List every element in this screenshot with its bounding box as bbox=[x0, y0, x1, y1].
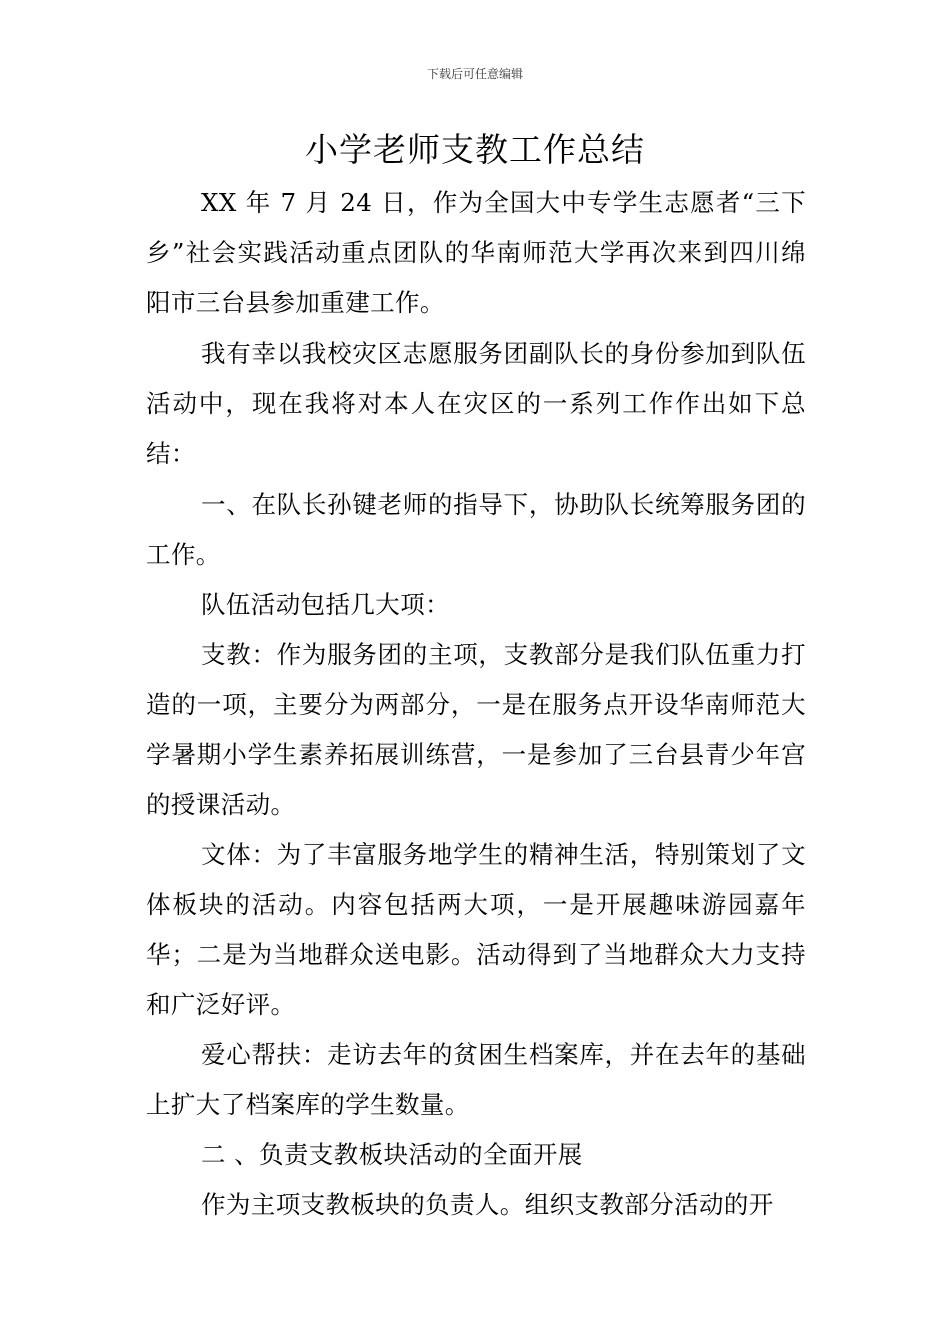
paragraph-culture-sports: 文体：为了丰富服务地学生的精神生活，特别策划了文体板块的活动。内容包括两大项，一是开展趣味游园嘉年华；二是为当地群众送电影。活动得到了当地群众大力支持和广泛好评。 bbox=[146, 840, 806, 1019]
paragraph-intro: XX 年 7 月 24 日，作为全国大中专学生志愿者“三下乡”社会实践活动重点团队的华南师范大学再次来到四川绵阳市三台县参加重建工作。 bbox=[146, 188, 806, 317]
paragraph-role: 我有幸以我校灾区志愿服务团副队长的身份参加到队伍活动中，现在我将对本人在灾区的一系列工作作出如下总结： bbox=[146, 339, 806, 468]
paragraph-section-two: 二 、负责支教板块活动的全面开展 bbox=[201, 1140, 583, 1169]
page-header-note: 下载后可任意编辑 bbox=[426, 67, 523, 81]
paragraph-teaching-lead: 作为主项支教板块的负责人。组织支教部分活动的开 bbox=[201, 1190, 774, 1219]
document-body bbox=[146, 178, 806, 1230]
paragraph-activities-heading: 队伍活动包括几大项： bbox=[201, 590, 450, 619]
document-title: 小学老师支教工作总结 bbox=[305, 130, 645, 169]
paragraph-assistance: 爱心帮扶：走访去年的贫困生档案库，并在去年的基础上扩大了档案库的学生数量。 bbox=[146, 1040, 806, 1119]
paragraph-teaching: 支教：作为服务团的主项，支教部分是我们队伍重力打造的一项，主要分为两部分，一是在服务点开设华南师范大学暑期小学生素养拓展训练营，一是参加了三台县青少年宫的授课活动。 bbox=[146, 640, 806, 819]
paragraph-section-one: 一、在队长孙键老师的指导下，协助队长统筹服务团的工作。 bbox=[146, 490, 806, 569]
